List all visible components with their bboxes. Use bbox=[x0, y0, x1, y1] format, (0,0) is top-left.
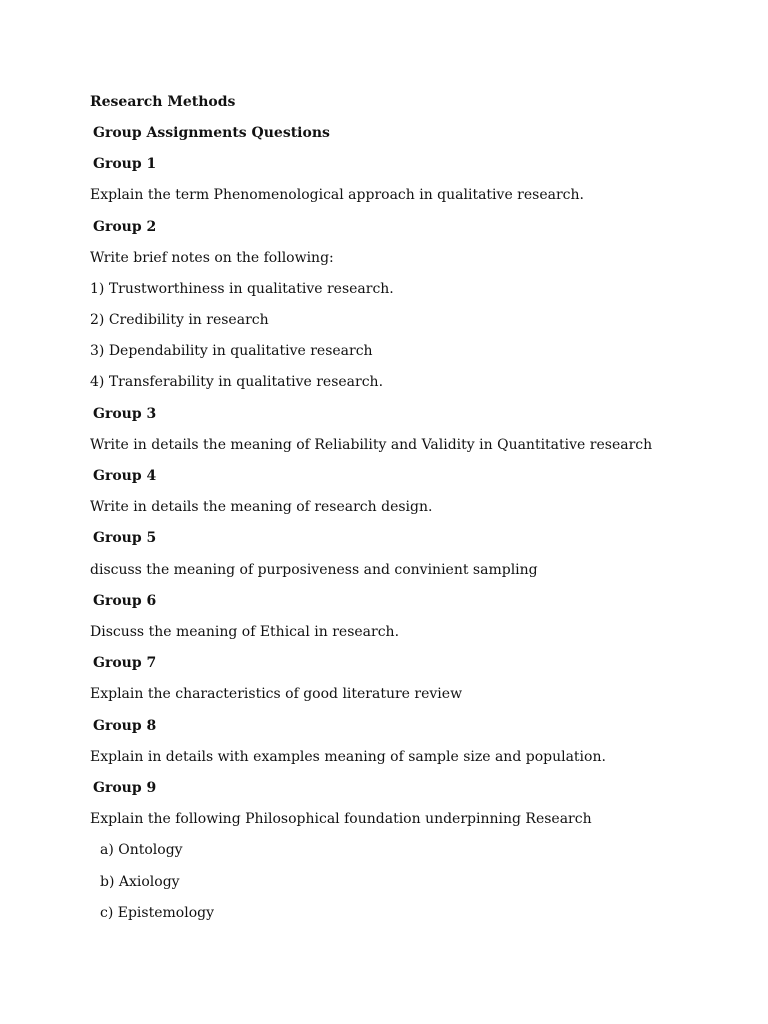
group-6-heading: Group 6 bbox=[93, 593, 157, 609]
group-2-item-4: 4) Transferability in qualitative research. bbox=[90, 374, 384, 390]
group-1-question: Explain the term Phenomenological approach in qualitative research. bbox=[90, 187, 584, 203]
group-8-heading: Group 8 bbox=[93, 718, 157, 734]
group-2-intro: Write brief notes on the following: bbox=[90, 250, 334, 266]
group-5-question: discuss the meaning of purposiveness and convinient sampling bbox=[90, 562, 538, 578]
group-5-heading: Group 5 bbox=[93, 530, 157, 546]
group-4-question: Write in details the meaning of research design. bbox=[90, 499, 433, 515]
document-title: Research Methods bbox=[90, 94, 236, 110]
group-9-item-b: b) Axiology bbox=[100, 874, 180, 890]
group-6-question: Discuss the meaning of Ethical in research. bbox=[90, 624, 400, 640]
group-9-intro: Explain the following Philosophical foundation underpinning Research bbox=[90, 811, 592, 827]
group-9-item-c: c) Epistemology bbox=[100, 905, 214, 921]
group-8-question: Explain in details with examples meaning of sample size and population. bbox=[90, 749, 606, 765]
group-2-heading: Group 2 bbox=[93, 219, 157, 235]
group-2-item-1: 1) Trustworthiness in qualitative research. bbox=[90, 281, 394, 297]
group-2-item-2: 2) Credibility in research bbox=[90, 312, 269, 328]
group-4-heading: Group 4 bbox=[93, 468, 157, 484]
group-2-item-3: 3) Dependability in qualitative research bbox=[90, 343, 373, 359]
group-3-question: Write in details the meaning of Reliability and Validity in Quantitative research bbox=[90, 437, 653, 453]
group-9-heading: Group 9 bbox=[93, 780, 157, 796]
group-7-question: Explain the characteristics of good literature review bbox=[90, 686, 463, 702]
group-9-item-a: a) Ontology bbox=[100, 842, 183, 858]
document-subtitle: Group Assignments Questions bbox=[93, 125, 330, 141]
group-3-heading: Group 3 bbox=[93, 406, 157, 422]
group-7-heading: Group 7 bbox=[93, 655, 157, 671]
group-1-heading: Group 1 bbox=[93, 156, 157, 172]
